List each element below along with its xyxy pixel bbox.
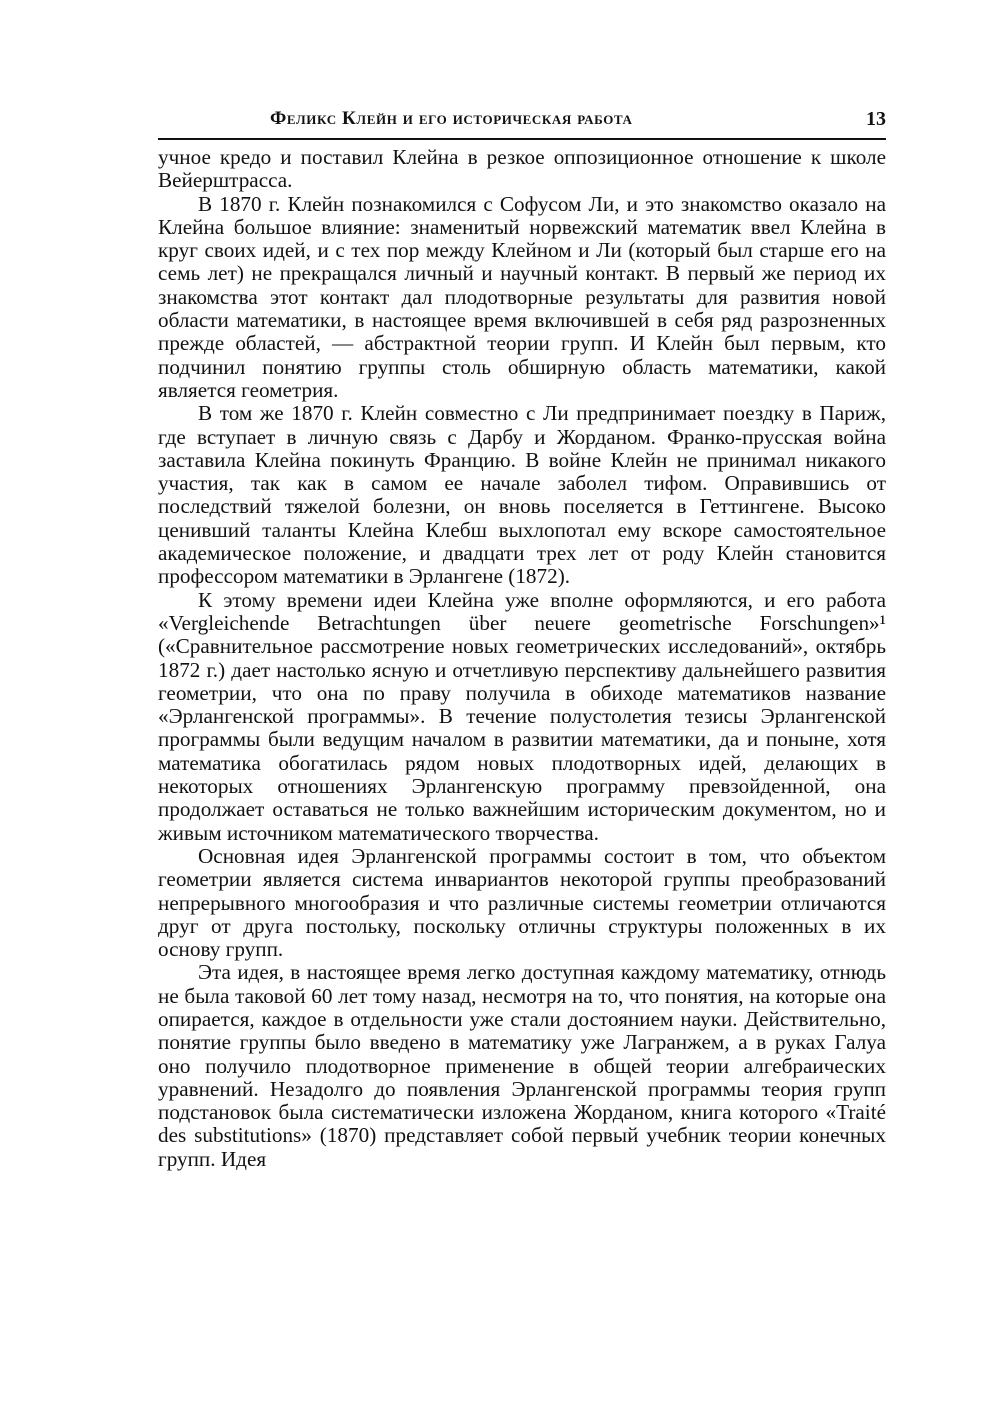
paragraph: Эта идея, в настоящее время легко доступная каждому математику, отнюдь не была таковой 60 лет тому назад, несмотря на то, что понятия, на которые она опирается, каждое в отдельности уже стали достоянием науки. Действительно, понятие группы было введено в математику уже Лагранжем, а в руках Галуа оно получило плодотворное применение в общей теории алгебраических уравнений. Незадолго до появления Эрлангенской программы теория групп подстановок была систематически изложена Жорданом, книга которого «Traité des substitutions» (1870) представляет собой первый учебник теории конечных групп. Идея [158, 960, 886, 1171]
running-head [158, 108, 886, 138]
page-number: 13 [866, 108, 886, 130]
body-text [158, 146, 886, 1171]
paragraph: К этому времени идеи Клейна уже вполне оформляются, и его работа «Vergleichende Betrachtungen über neuere geometrische Forschungen»¹ («Сравнительное рассмотрение новых геометрических исследований», октябрь 1872 г.) дает настолько ясную и отчетливую перспективу дальнейшего развития геометрии, что она по праву получила в обиходе математиков название «Эрлангенской программы». В течение полустолетия тезисы Эрлангенской программы были ведущим началом в развитии математики, да и поныне, хотя математика обогатилась рядом новых плодотворных идей, делающих в некоторых отношениях Эрлангенскую программу превзойденной, она продолжает оставаться не только важнейшим историческим документом, но и живым источником математического творчества. [158, 587, 886, 845]
running-title: Феликс Клейн и его историческая работа [270, 108, 633, 129]
book-page [158, 108, 886, 1171]
paragraph: В том же 1870 г. Клейн совместно с Ли предпринимает поездку в Париж, где вступает в личную связь с Дарбу и Жорданом. Франко-прусская война заставила Клейна покинуть Францию. В войне Клейн не принимал никакого участия, так как в самом ее начале заболел тифом. Оправившись от последствий тяжелой болезни, он вновь поселяется в Геттингене. Высоко ценивший таланты Клейна Клебш выхлопотал ему вскоре самостоятельное академическое положение, и двадцати трех лет от роду Клейн становится профессором математики в Эрлангене (1872). [158, 401, 886, 589]
paragraph: В 1870 г. Клейн познакомился с Софусом Ли, и это знакомство оказало на Клейна большое влияние: знаменитый норвежский математик ввел Клейна в круг своих идей, и с тех пор между Клейном и Ли (который был старше его на семь лет) не прекращался личный и научный контакт. В первый же период их знакомства этот контакт дал плодотворные результаты для развития новой области математики, в настоящее время включившей в себя ряд разрозненных прежде областей, — абстрактной теории групп. И Клейн был первым, кто подчинил понятию группы столь обширную область математики, какой является геометрия. [158, 191, 886, 402]
paragraph-continuation: учное кредо и поставил Клейна в резкое оппозиционное отношение к школе Вейерштрасса. [158, 145, 886, 193]
paragraph: Основная идея Эрлангенской программы состоит в том, что объектом геометрии является система инвариантов некоторой группы преобразований непрерывного многообразия и что различные системы геометрии отличаются друг от друга постольку, поскольку отличны структуры положенных в их основу групп. [158, 843, 886, 962]
header-rule [158, 138, 886, 140]
